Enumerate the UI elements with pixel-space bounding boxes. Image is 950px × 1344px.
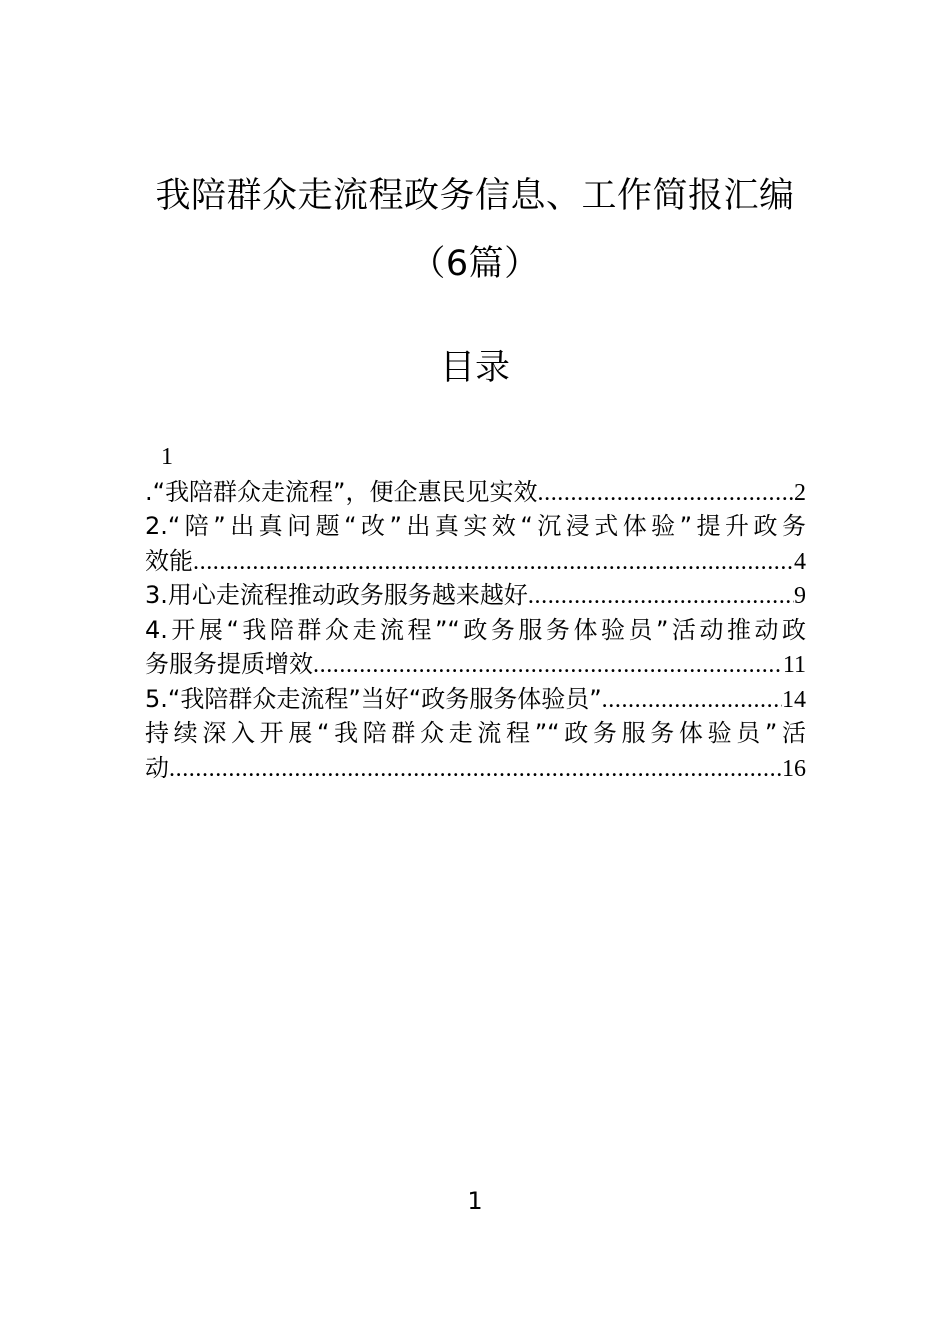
toc-entry-4[interactable]	[145, 613, 806, 682]
toc-entry-line	[145, 613, 806, 648]
table-of-contents	[145, 440, 806, 785]
toc-entry-5[interactable]	[145, 682, 806, 717]
toc-dot-leader	[602, 683, 782, 717]
toc-entry-title-continued: 务服务提质增效	[145, 650, 313, 678]
toc-entry-title: 持续深入开展“我陪群众走流程”“政务服务体验员”活	[145, 719, 806, 747]
toc-entry-6[interactable]	[145, 716, 806, 785]
toc-entry-line	[145, 647, 806, 682]
toc-dot-leader	[528, 579, 794, 613]
toc-entry-title-continued: 效能	[145, 546, 193, 575]
toc-entry-page: 2	[794, 479, 806, 506]
toc-entry-page: 11	[782, 652, 806, 678]
toc-dot-leader	[193, 545, 794, 579]
toc-entry-2[interactable]	[145, 509, 806, 578]
toc-entry-title: .“我陪群众走流程”，便企惠民见实效	[145, 477, 538, 506]
toc-entry-title-continued: 动	[145, 753, 169, 782]
document-subtitle: （6篇）	[410, 244, 540, 284]
toc-entry-line	[145, 509, 806, 544]
toc-entry-line	[145, 716, 806, 751]
toc-entry-1[interactable]	[145, 440, 806, 509]
toc-entry-page: 16	[782, 755, 806, 782]
toc-entry-page: 14	[782, 686, 806, 713]
toc-entry-page: 4	[794, 548, 806, 575]
toc-entry-page: 9	[794, 583, 806, 609]
toc-entry-line	[145, 682, 806, 717]
toc-entry-3[interactable]	[145, 578, 806, 613]
toc-entry-number: 1	[161, 444, 173, 470]
toc-heading: 目录	[439, 348, 510, 388]
toc-entry-title: 5.“我陪群众走流程”当好“政务服务体验员”	[145, 684, 602, 713]
toc-dot-leader	[169, 752, 782, 786]
document-title: 我陪群众走流程政务信息、工作简报汇编	[155, 176, 795, 216]
toc-entry-line	[145, 475, 806, 510]
toc-entry-line	[145, 578, 806, 613]
toc-dot-leader	[313, 648, 783, 682]
toc-dot-leader	[538, 476, 795, 510]
toc-entry-line	[145, 544, 806, 579]
toc-entry-title: 2.“陪”出真问题“改”出真实效“沉浸式体验”提升政务	[145, 512, 806, 540]
page-number: 1	[467, 1187, 483, 1215]
toc-entry-title: 4.开展“我陪群众走流程”“政务服务体验员”活动推动政	[145, 615, 806, 644]
toc-entry-line	[145, 751, 806, 786]
toc-entry-title: 3.用心走流程推动政务服务越来越好	[145, 581, 528, 609]
